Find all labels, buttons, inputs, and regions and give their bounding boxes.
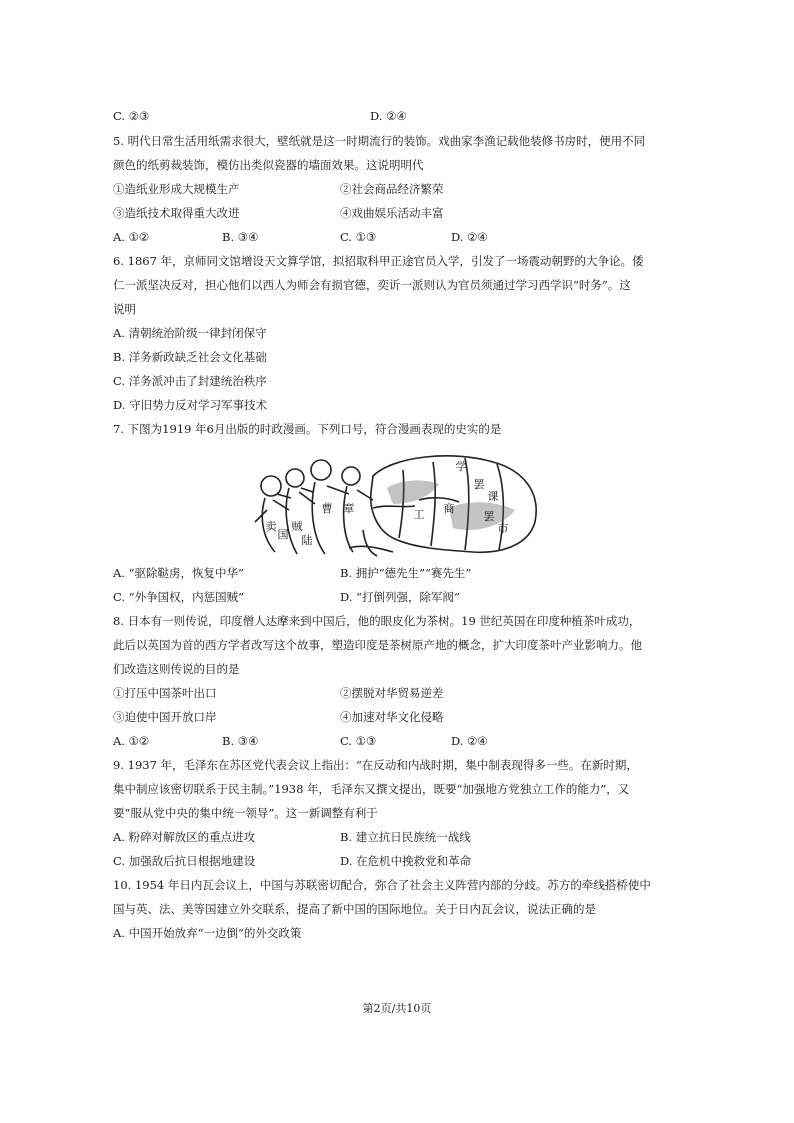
q8-option-d: D. ②④: [451, 734, 488, 748]
cartoon-label-ba2: 罢: [483, 510, 495, 523]
q8-statement-3: ③迫使中国开放口岸: [113, 710, 217, 724]
q7-option-d: D. “打倒列强，除军阀”: [340, 590, 460, 604]
q6-option-d: D. 守旧势力反对学习军事技术: [113, 398, 268, 412]
cartoon-label-ke: 课: [487, 490, 499, 503]
q8-option-c: C. ①③: [340, 734, 377, 748]
q9-stem-line1: 9. 1937 年，毛泽东在苏区党代表会议上指出：“在反动和内战时期，集中制表现得多一些。在新时期，: [113, 758, 638, 772]
q10-option-a: A. 中国开始放弃“一边倒”的外交政策: [113, 926, 302, 940]
cartoon-label-cao: 曹: [321, 502, 333, 515]
q10-stem-line1: 10. 1954 年日内瓦会议上，中国与苏联密切配合，弥合了社会主义阵营内部的分歧。苏方的牵线搭桥使中: [113, 878, 651, 892]
q8-stem-line3: 们改造这则传说的目的是: [113, 662, 240, 676]
q7-option-b: B. 拥护“德先生”“赛先生”: [340, 566, 472, 580]
cartoon-label-shi: 市: [497, 522, 509, 535]
q5-stem-line1: 5. 明代日常生活用纸需求很大，壁纸就是这一时期流行的装饰。戏曲家李渔记载他装修书房时，便用不同: [113, 134, 646, 148]
q6-option-c: C. 洋务派冲击了封建统治秩序: [113, 374, 267, 388]
cartoon-label-lu: 陆: [301, 534, 313, 547]
cartoon-label-ba1: 罢: [473, 478, 485, 491]
q5-option-a: A. ①②: [113, 230, 150, 244]
q7-option-a: A. “驱除鞑虏，恢复中华”: [113, 566, 244, 580]
cartoon-label-1: 卖: [265, 520, 277, 533]
political-cartoon-image: [253, 448, 543, 558]
q4-option-d: D. ②④: [370, 109, 407, 123]
q5-statement-4: ④戏曲娱乐活动丰富: [340, 206, 444, 220]
cartoon-label-zhang: 章: [343, 502, 355, 515]
cartoon-label-xue: 学: [455, 460, 467, 473]
q9-option-d: D. 在危机中挽救党和革命: [340, 854, 472, 868]
cartoon-label-3: 贼: [291, 520, 303, 533]
q6-option-b: B. 洋务新政缺乏社会文化基础: [113, 350, 267, 364]
q8-statement-2: ②摆脱对华贸易逆差: [340, 686, 444, 700]
q9-option-b: B. 建立抗日民族统一战线: [340, 830, 471, 844]
q9-stem-line2: 集中制应该密切联系于民主制。”1938 年，毛泽东又撰文提出，既要“加强地方党独立工作的能力”，又: [113, 782, 630, 796]
q5-statement-2: ②社会商品经济繁荣: [340, 182, 444, 196]
q9-stem-line3: 要“服从党中央的集中统一领导”。这一新调整有利于: [113, 806, 378, 820]
q8-statement-4: ④加速对华文化侵略: [340, 710, 444, 724]
q8-stem-line2: 此后以英国为首的西方学者改写这个故事，塑造印度是茶树原产地的概念，扩大印度茶叶产业影响力。他: [113, 638, 642, 652]
q8-stem-line1: 8. 日本有一则传说，印度僧人达摩来到中国后，他的眼皮化为茶树。19 世纪英国在印度种植茶叶成功，: [113, 614, 641, 628]
q5-stem-line2: 颜色的纸剪裁装饰，模仿出类似瓷器的墙面效果。这说明明代: [113, 158, 424, 172]
q5-option-d: D. ②④: [451, 230, 488, 244]
page-footer: 第2页/共10页: [362, 1002, 432, 1015]
q6-stem-line1: 6. 1867 年，京师同文馆增设天文算学馆，拟招取科甲正途官员入学，引发了一场震动朝野的大争论。倭: [113, 254, 644, 268]
q5-statement-1: ①造纸业形成大规模生产: [113, 182, 240, 196]
q5-statement-3: ③造纸技术取得重大改进: [113, 206, 240, 220]
q10-stem-line2: 国与英、法、美等国建立外交联系，提高了新中国的国际地位。关于日内瓦会议，说法正确的是: [113, 902, 596, 916]
q8-statement-1: ①打压中国茶叶出口: [113, 686, 217, 700]
q9-option-a: A. 粉碎对解放区的重点进攻: [113, 830, 256, 844]
cartoon-label-2: 国: [277, 528, 289, 541]
cartoon-label-shang: 商: [443, 502, 455, 515]
cartoon-label-gong: 工: [413, 508, 425, 521]
q8-option-a: A. ①②: [113, 734, 150, 748]
q7-stem-line1: 7. 下图为1919 年6月出版的时政漫画。下列口号，符合漫画表现的史实的是: [113, 422, 502, 436]
q5-option-c: C. ①③: [340, 230, 377, 244]
q7-option-c: C. “外争国权，内惩国贼”: [113, 590, 244, 604]
q4-option-c: C. ②③: [113, 109, 150, 123]
q6-stem-line2: 仁一派坚决反对，担心他们以西人为师会有损官德，奕䜣一派则认为官员须通过学习西学识“时务”。这: [113, 278, 631, 292]
q6-option-a: A. 清朝统治阶级一律封闭保守: [113, 326, 267, 340]
q5-option-b: B. ③④: [222, 230, 259, 244]
q8-option-b: B. ③④: [222, 734, 259, 748]
q9-option-c: C. 加强敌后抗日根据地建设: [113, 854, 256, 868]
q6-stem-line3: 说明: [113, 302, 136, 316]
